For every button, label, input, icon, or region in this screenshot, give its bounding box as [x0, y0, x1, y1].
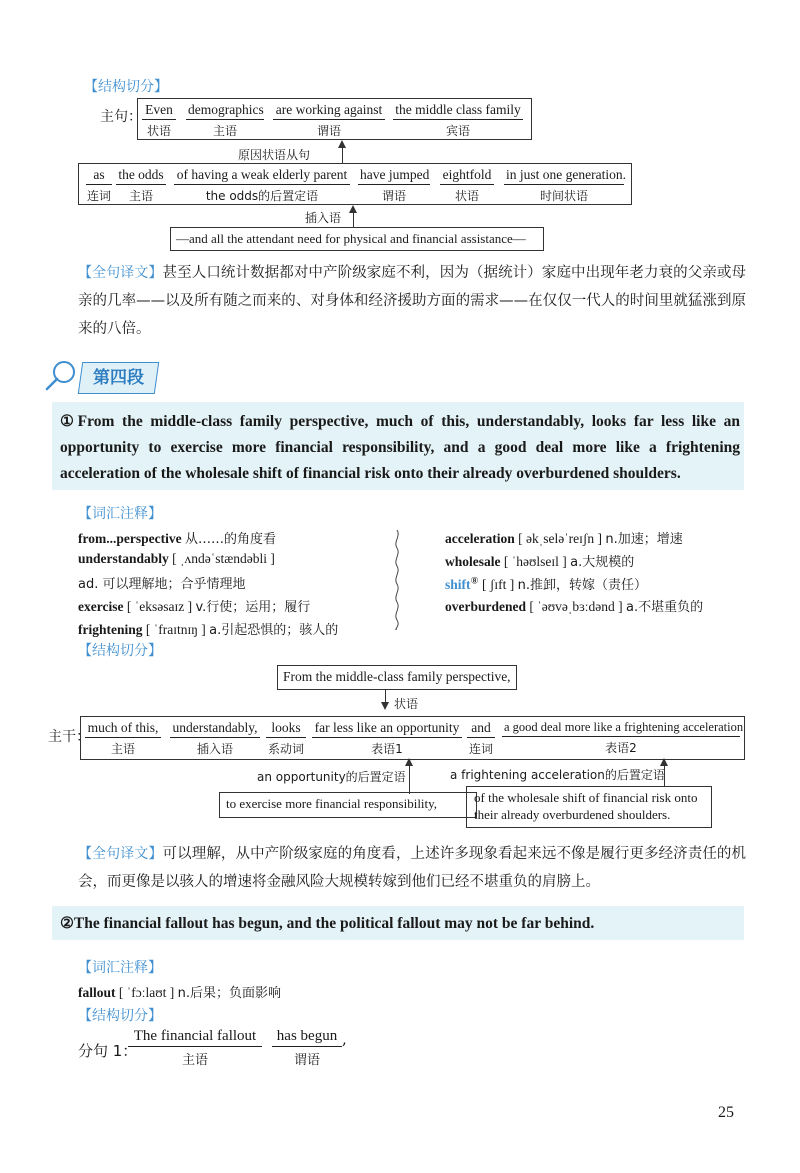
trunk-seg-5: and 连词 [468, 720, 493, 756]
insert-label: 插入语 [305, 211, 342, 225]
vocab-tag: 【词汇注释】 [78, 960, 162, 976]
modifier-1-text: to exercise more financial responsibility, [226, 796, 438, 811]
arrow-down [381, 702, 389, 710]
sentence-1: ①From the middle-class family perspective, much of this, understandably, looks far less like an opportunity to exercise more financial responsibility, and a good deal more like a frightening acceleration of the wholesale shift of financial risk onto their already overburdened shoulders. [60, 413, 740, 482]
section-title: 第四段 [78, 362, 159, 394]
vocab-item: exercise [ ˈeksəsaɪz ] v.行使；运用；履行 [78, 599, 311, 615]
vocab-item: from...perspective 从……的角度看 [78, 531, 276, 547]
modifier-2-text: of the wholesale shift of financial risk onto their already overburdened shoulders. [474, 790, 698, 822]
main-seg-2: demographics 主语 [188, 102, 264, 138]
adverbial-label: 状语 [394, 697, 419, 711]
translation-2: 【全句译文】可以理解，从中产阶级家庭的角度看，上述许多现象看起来远不像是履行更多经济责任的机会，而更像是以骇人的增速将金融风险大规模转嫁到他们已经不堪重负的肩膀上。 [78, 846, 747, 890]
clause-seg-4: have jumped 谓语 [360, 167, 430, 203]
trunk-label: 主干： [48, 729, 90, 745]
vocab-item: frightening [ ˈfraɪtnɪŋ ] a.引起恐惧的；骇人的 [78, 622, 339, 638]
clause-seg-1: as 连词 [86, 167, 111, 203]
clause-1-seg-1: The financial fallout 主语 [128, 1028, 262, 1068]
trunk-seg-2: understandably, 插入语 [170, 720, 260, 757]
main-seg-4: the middle class family 宾语 [393, 102, 523, 139]
adverbial-text: From the middle-class family perspective, [283, 669, 511, 684]
insert-text: —and all the attendant need for physical and financial assistance— [176, 231, 526, 246]
magnifier-icon [42, 358, 78, 394]
trunk-seg-6: a good deal more like a frightening acceleration 表语2 [504, 720, 744, 755]
connector-line [353, 211, 354, 228]
translation-1: 【全句译文】甚至人口统计数据都对中产阶级家庭不利，因为（据统计）家庭中出现年老力衰的父亲或母亲的几率——以及所有随之而来的、对身体和经济援助方面的需求——在仅仅一代人的时间里就猛涨到原来的八倍。 [78, 265, 747, 337]
clause-1-label: 分句 1： [78, 1042, 138, 1060]
clause-seg-2: the odds 主语 [116, 167, 166, 204]
structure-tag: 【结构切分】 [84, 79, 168, 95]
vocab-item: acceleration [ əkˌseləˈreɪʃn ] n.加速；增速 [445, 531, 683, 547]
sentence-2: ②The financial fallout has begun, and the political fallout may not be far behind. [60, 915, 595, 932]
clause-seg-6: in just one generation. 时间状语 [506, 167, 626, 203]
clause-seg-3: of having a weak elderly parent the odds的后置定语 [174, 167, 350, 204]
translation-tag: 【全句译文】 [78, 265, 163, 281]
translation-tag: 【全句译文】 [78, 846, 163, 862]
page-number: 25 [718, 1104, 734, 1121]
modifier-2-label: a frightening acceleration的后置定语 [450, 768, 665, 782]
clause-1-seg-2: has begun 谓语 [272, 1028, 342, 1068]
connector-line [409, 764, 410, 794]
trunk-seg-1: much of this, 主语 [85, 720, 161, 757]
vocab-item: overburdened [ ˈəʊvəˌbɜːdənd ] a.不堪重负的 [445, 599, 704, 615]
main-seg-3: are working against 谓语 [273, 102, 385, 139]
vocab-tag: 【词汇注释】 [78, 506, 162, 522]
trunk-seg-3: looks 系动词 [267, 720, 304, 756]
main-clause-label: 主句： [100, 109, 142, 125]
vocab-item: understandably [ ˌʌndəˈstændəbli ] [78, 551, 275, 566]
vocab-item: wholesale [ ˈhəʊlseɪl ] a.大规模的 [445, 554, 635, 570]
clause-label: 原因状语从句 [238, 148, 311, 162]
connector-line [342, 146, 343, 164]
clause-1-tail: , [342, 1030, 347, 1048]
modifier-1-label: an opportunity的后置定语 [257, 770, 406, 784]
vocab-item: fallout [ ˈfɔːlaʊt ] n.后果；负面影响 [78, 985, 282, 1001]
vocab-item: shift⑧ [ ʃɪft ] n.推卸，转嫁（责任） [445, 575, 647, 593]
trunk-seg-4: far less like an opportunity 表语1 [312, 720, 462, 757]
wavy-divider-icon [392, 530, 402, 630]
clause-seg-5: eightfold 状语 [440, 167, 494, 204]
structure-tag: 【结构切分】 [78, 1008, 162, 1024]
structure-tag: 【结构切分】 [78, 643, 162, 659]
main-seg-1: Even 状语 [142, 102, 176, 139]
vocab-item-def: ad. 可以理解地；合乎情理地 [78, 577, 246, 592]
